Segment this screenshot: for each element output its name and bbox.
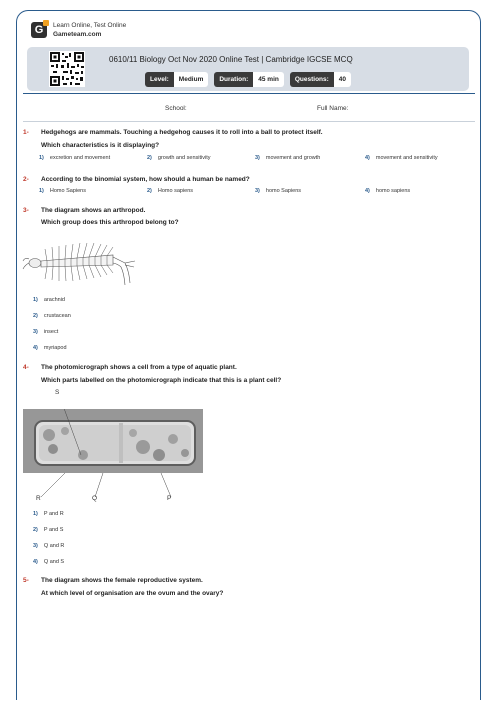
option-2[interactable] bbox=[33, 527, 63, 533]
options bbox=[39, 188, 410, 194]
option-1[interactable] bbox=[33, 511, 64, 517]
brand-site: Gameteam.com bbox=[53, 31, 102, 38]
option-number: 2) bbox=[147, 188, 152, 194]
gameteam-logo-icon bbox=[31, 22, 47, 38]
option-3[interactable] bbox=[33, 329, 58, 335]
options bbox=[39, 155, 438, 161]
level-badge bbox=[145, 72, 208, 87]
option-text: movement and sensitivity bbox=[375, 155, 438, 161]
option-text: insect bbox=[43, 329, 59, 335]
option-text: arachnid bbox=[43, 297, 65, 303]
logo-letter: G bbox=[34, 24, 44, 36]
option-number: 4) bbox=[365, 188, 370, 194]
option-4[interactable] bbox=[33, 345, 67, 351]
option-2[interactable] bbox=[147, 155, 255, 161]
brand-tagline: Learn Online, Test Online bbox=[53, 22, 127, 29]
divider bbox=[23, 121, 475, 122]
option-number: 4) bbox=[33, 345, 38, 351]
fullname-field-label: Full Name: bbox=[317, 105, 349, 112]
question-text: Which characteristics is it displaying? bbox=[41, 142, 160, 149]
option-3[interactable] bbox=[255, 155, 365, 161]
question-text: The diagram shows an arthropod. bbox=[41, 207, 146, 214]
option-2[interactable] bbox=[147, 188, 255, 194]
option-number: 1) bbox=[33, 297, 38, 303]
page-title: 0610/11 Biology Oct Nov 2020 Online Test | Cambridge IGCSE MCQ bbox=[109, 55, 353, 64]
question-text: At which level of organisation are the ovum and the ovary? bbox=[41, 590, 224, 597]
badge-key: Questions: bbox=[290, 72, 334, 87]
option-1[interactable] bbox=[39, 155, 147, 161]
option-text: Q and S bbox=[43, 559, 65, 565]
label-s: S bbox=[55, 389, 60, 396]
option-text: P and R bbox=[43, 511, 64, 517]
badge-key: Duration: bbox=[214, 72, 253, 87]
option-4[interactable] bbox=[365, 188, 410, 194]
option-2[interactable] bbox=[33, 313, 71, 319]
label-p: P bbox=[167, 495, 172, 502]
question-number: 1- bbox=[23, 129, 29, 136]
label-q: Q bbox=[92, 495, 98, 502]
badge-key: Level: bbox=[145, 72, 174, 87]
question-text: The photomicrograph shows a cell from a type of aquatic plant. bbox=[41, 364, 237, 371]
question-number: 2- bbox=[23, 176, 29, 183]
duration-badge bbox=[214, 72, 283, 87]
option-number: 4) bbox=[33, 559, 38, 565]
school-field-label: School: bbox=[165, 105, 187, 112]
divider bbox=[23, 93, 475, 94]
option-number: 3) bbox=[255, 155, 260, 161]
test-header bbox=[27, 47, 469, 91]
option-text: Homo sapiens bbox=[157, 188, 194, 194]
option-text: homo Sapiens bbox=[265, 188, 302, 194]
label-leaders bbox=[37, 471, 197, 501]
label-r: R bbox=[36, 495, 41, 502]
arthropod-diagram bbox=[21, 235, 137, 289]
question-text: Which parts labelled on the photomicrograph indicate that this is a plant cell? bbox=[41, 377, 282, 384]
option-text: excretion and movement bbox=[49, 155, 111, 161]
question-text: Hedgehogs are mammals. Touching a hedgehog causes it to roll into a ball to protect itself. bbox=[41, 129, 323, 136]
question-text: Which group does this arthropod belong to? bbox=[41, 219, 179, 226]
option-4[interactable] bbox=[365, 155, 438, 161]
option-4[interactable] bbox=[33, 559, 64, 565]
badge-value: 40 bbox=[334, 72, 351, 87]
option-1[interactable] bbox=[33, 297, 65, 303]
brand[interactable] bbox=[31, 21, 126, 39]
page-frame bbox=[16, 10, 481, 700]
option-text: Q and R bbox=[43, 543, 65, 549]
option-text: Homo Sapiens bbox=[49, 188, 86, 194]
option-3[interactable] bbox=[33, 543, 64, 549]
option-text: movement and growth bbox=[265, 155, 321, 161]
option-number: 1) bbox=[33, 511, 38, 517]
questions-badge bbox=[290, 72, 351, 87]
question-number: 3- bbox=[23, 207, 29, 214]
option-number: 2) bbox=[33, 527, 38, 533]
option-number: 1) bbox=[39, 155, 44, 161]
badge-value: 45 min bbox=[253, 72, 284, 87]
option-number: 2) bbox=[147, 155, 152, 161]
option-number: 1) bbox=[39, 188, 44, 194]
option-text: P and S bbox=[43, 527, 64, 533]
option-text: crustacean bbox=[43, 313, 71, 319]
option-1[interactable] bbox=[39, 188, 147, 194]
option-number: 3) bbox=[33, 543, 38, 549]
badge-value: Medium bbox=[174, 72, 209, 87]
option-text: homo sapiens bbox=[375, 188, 411, 194]
option-text: growth and sensitivity bbox=[157, 155, 211, 161]
option-3[interactable] bbox=[255, 188, 365, 194]
option-number: 3) bbox=[33, 329, 38, 335]
question-number: 4- bbox=[23, 364, 29, 371]
question-text: The diagram shows the female reproductive system. bbox=[41, 577, 203, 584]
qr-code-icon bbox=[49, 51, 85, 87]
question-text: According to the binomial system, how should a human be named? bbox=[41, 176, 250, 183]
option-text: myriapod bbox=[43, 345, 67, 351]
test-badges bbox=[145, 72, 351, 87]
plant-cell-photomicrograph bbox=[23, 409, 203, 473]
question-number: 5- bbox=[23, 577, 29, 584]
option-number: 4) bbox=[365, 155, 370, 161]
option-number: 3) bbox=[255, 188, 260, 194]
option-number: 2) bbox=[33, 313, 38, 319]
